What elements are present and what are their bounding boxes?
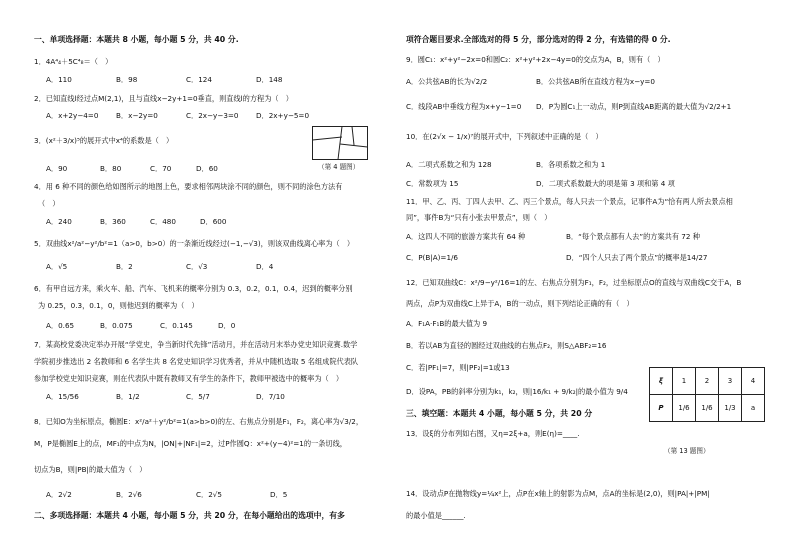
section-2-title: 二、多项选择题：本题共 4 小题，每小题 5 分，共 20 分，在每小题给出的选项中，有多 [34,511,345,520]
q2-option-a: A．x+2y−4=0 [46,111,99,120]
q4-option-d: D．600 [200,217,227,226]
q7-option-c: C．5/7 [186,392,210,401]
q2-option-d: D．2x+y−5=0 [256,111,310,120]
question-7-line3: 参加学校党史知识竞赛，则在代表队中既有教师又有学生的条件下，教师甲被选中的概率为（ ） [34,374,344,383]
question-6: 6．有甲自远方来，乘火车、船、汽车、飞机来的概率分别为 0.3，0.2，0.1，0.4，迟到的概率分别 [34,284,353,293]
q7-option-d: D．7/10 [256,392,285,401]
question-4: 4．用 6 种不同的颜色给如图所示的地图上色，要求相邻两块涂不同的颜色，则不同的涂色方法有 [34,182,343,191]
section-1-title: 一、单项选择题：本题共 8 小题，每小题 5 分，共 40 分. [34,35,239,44]
q3-option-a: A．90 [46,164,68,173]
question-2: 2．已知直线l经过点M(2,1)，且与直线x−2y+1=0垂直，则直线l的方程为（ ） [34,94,293,103]
q10-option-a: A．二项式系数之和为 128 [406,160,492,169]
question-1: 1．4A⁴₄＋5C⁴₈＝（ ） [34,57,113,66]
question-3: 3．(x²＋3/x)⁵的展开式中x⁴的系数是（ ） [34,136,174,145]
q1-option-d: D．148 [256,75,283,84]
q8-option-a: A．2√2 [46,490,72,499]
q9-option-d: D．P为圆C₁上一动点，则P到直线AB距离的最大值为√2/2+1 [536,102,732,111]
q8-option-b: B．2√6 [116,490,142,499]
table-cell: a [742,395,765,422]
q7-option-b: B．1/2 [116,392,140,401]
question-11-line2: 同”，事件B为“只有小张去甲景点”，则（ ） [406,213,552,222]
table-cell: 1/6 [696,395,719,422]
q4-option-c: C．480 [150,217,176,226]
q8-option-d: D．5 [270,490,288,499]
q7-option-a: A．15/56 [46,392,79,401]
table-row [650,368,765,395]
question-5: 5．双曲线x²/a²−y²/b²=1（a>0，b>0）的一条渐近线经过(−1,−√3)，则该双曲线离心率为（ ） [34,239,355,248]
q9-option-c: C．线段AB中垂线方程为x+y−1=0 [406,102,522,111]
question-10: 10．在(2√x − 1/x)⁷的展开式中，下列叙述中正确的是（ ） [406,132,603,141]
q8-option-c: C．2√5 [196,490,222,499]
q1-option-b: B．98 [116,75,138,84]
table-cell: 1 [673,368,696,395]
map-figure [312,126,368,160]
table-row [650,395,765,422]
q9-option-a: A．公共弦AB的长为√2/2 [406,77,488,86]
question-12-line2: 两点，点P为双曲线C上异于A，B的一动点，则下列结论正确的有（ ） [406,299,634,308]
q6-option-b: B．0.075 [100,321,133,330]
question-12: 12．已知双曲线C：x²/9−y²/16=1的左、右焦点分别为F₁，F₂，过坐标原点O的直线与双曲线C交于A，B [406,278,742,287]
table-header-p: P [650,395,673,422]
question-7: 7．某高校党委决定举办开展“学党史，争当新时代先锋”活动月，并在活动月末举办党史知识竞赛.数学 [34,340,358,349]
q11-option-a: A．这四人不同的旅游方案共有 64 种 [406,232,526,241]
distribution-table [649,367,765,422]
q5-option-c: C．√3 [186,262,208,271]
section-2-title-cont: 项符合题目要求.全部选对的得 5 分，部分选对的得 2 分，有选错的得 0 分. [406,35,671,44]
q3-option-c: C．70 [150,164,172,173]
q6-option-a: A．0.65 [46,321,75,330]
table-cell: 4 [742,368,765,395]
q3-option-d: D．60 [196,164,218,173]
q4-option-a: A．240 [46,217,72,226]
q12-option-d: D．设PA，PB的斜率分别为k₁，k₂，则|16/k₁ + 9/k₂|的最小值为 9/4 [406,387,628,396]
q5-option-a: A．√5 [46,262,68,271]
q11-option-d: D．“四个人只去了两个景点”的概率是14/27 [566,253,708,262]
question-14: 14．设动点P在抛物线y=¼x²上，点P在x轴上的射影为点M，点A的坐标是(2,0)，则|PA|+|PM| [406,489,710,498]
question-14-line2: 的最小值是______. [406,511,466,520]
question-6-cont: 为 0.25，0.3，0.1，0，则他迟到的概率为（ ） [38,301,199,310]
q9-option-b: B．公共弦AB所在直线方程为x−y=0 [536,77,655,86]
section-3-title: 三、填空题：本题共 4 小题，每小题 5 分，共 20 分 [406,409,593,418]
q6-option-d: D．0 [218,321,236,330]
q10-option-b: B．各项系数之和为 1 [536,160,606,169]
table-header-xi: ξ [650,368,673,395]
table-cell: 3 [719,368,742,395]
q12-option-b: B．若以AB为直径的圆经过双曲线的右焦点F₂，则S△ABF₂=16 [406,341,607,350]
question-13: 13．设ξ的分布列如右图，又η=2ξ+a，则E(η)=____. [406,429,580,438]
question-9: 9．圆C₁：x²+y²−2x=0和圆C₂：x²+y²+2x−4y=0的交点为A，B，则有（ ） [406,55,665,64]
table-cell: 1/6 [673,395,696,422]
question-11: 11．甲、乙、丙、丁四人去甲、乙、丙三个景点，每人只去一个景点，记事件A为“恰有两人所去景点相 [406,197,733,206]
q6-option-c: C．0.145 [160,321,193,330]
q10-option-c: C．常数项为 15 [406,179,459,188]
question-7-line2: 学院初步推选出 2 名教师和 6 名学生共 8 名党史知识学习优秀者，并从中随机选取 5 名组成院代表队 [34,357,359,366]
q2-option-b: B．x−2y=0 [116,111,158,120]
q1-option-c: C．124 [186,75,212,84]
question-4-paren: （ ） [38,199,60,208]
question-8-line3: 切点为B，则|PB|的最大值为（ ） [34,465,147,474]
question-8: 8．已知O为坐标原点，椭圆E：x²/a²＋y²/b²=1(a>b>0)的左、右焦点分别是F₁，F₂，离心率为√3/2， [34,417,364,426]
table-cell: 1/3 [719,395,742,422]
q5-option-b: B．2 [116,262,133,271]
q1-option-a: A．110 [46,75,72,84]
q11-option-c: C．P(B|A)=1/6 [406,253,459,262]
q11-option-b: B．“每个景点都有人去”的方案共有 72 种 [566,232,700,241]
q3-option-b: B．80 [100,164,122,173]
table-cell: 2 [696,368,719,395]
q12-option-c: C．若|PF₁|=7，则|PF₂|=1或13 [406,363,510,372]
q2-option-c: C．2x−y−3=0 [186,111,239,120]
question-8-line2: M，P是椭圆E上的点，MF₁的中点为N，|ON|+|NF₁|=2，过P作圆Q：x²+(y−4)²=1的一条切线， [34,439,347,448]
q12-option-a: A．F₁A·F₁B的最大值为 9 [406,319,488,328]
q4-option-b: B．360 [100,217,126,226]
figure-4-caption: （第 4 题图） [318,163,360,171]
figure-13-caption: （第 13 题图） [664,447,710,455]
q10-option-d: D．二项式系数最大的项是第 3 项和第 4 项 [536,179,675,188]
q5-option-d: D．4 [256,262,274,271]
